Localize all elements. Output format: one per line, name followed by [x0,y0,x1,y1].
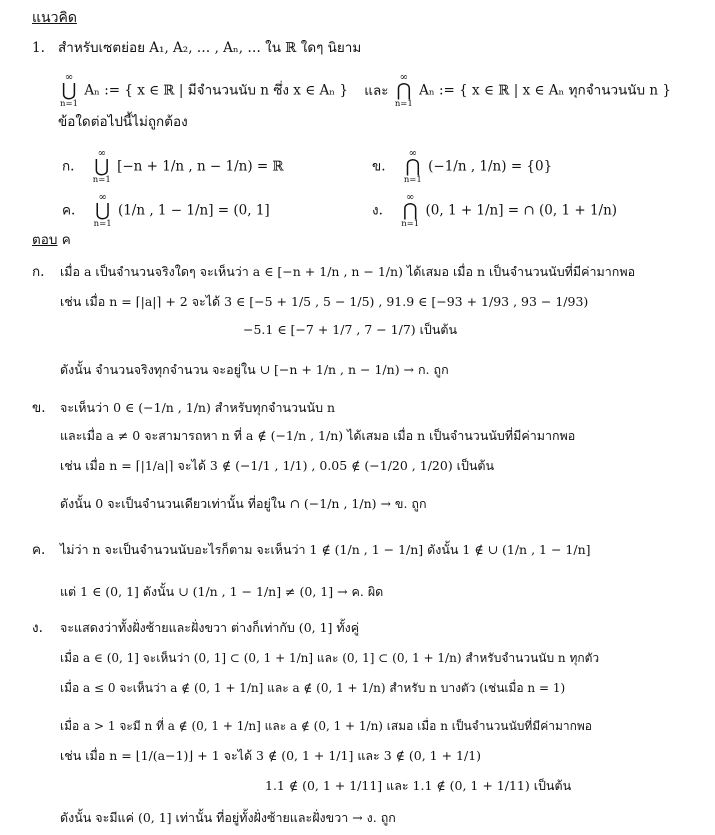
choice-d [372,192,617,230]
solution-c-label: ค. [32,542,46,558]
union-symbol: ∞ ⋃ n=1 [60,72,79,109]
solution-d-line-2: เมื่อ a ∈ (0, 1] จะเห็นว่า (0, 1] ⊂ (0, 1 + 1/n] และ (0, 1] ⊂ (0, 1 + 1/n) สำหรับจำนวนนับ n ทุกตัว [60,651,600,665]
question-prompt: ข้อใดต่อไปนี้ไม่ถูกต้อง [58,114,188,130]
solution-d-line-3: เมื่อ a ≤ 0 จะเห็นว่า a ∉ (0, 1 + 1/n] และ a ∉ (0, 1 + 1/n) สำหรับ n บางตัว (เช่นเมื่อ n = 1) [60,681,566,695]
intersection-symbol: ∞ ⋂ n=1 [401,192,420,229]
choice-b-label: ข. [372,158,386,175]
solution-a-line-4: ดังนั้น จำนวนจริงทุกจำนวน จะอยู่ใน ∪ [−n + 1/n , n − 1/n) → ก. ถูก [60,362,449,377]
solution-b-line-4: ดังนั้น 0 จะเป็นจำนวนเดียวเท่านั้น ที่อยู่ใน ∩ (−1/n , 1/n) → ข. ถูก [60,496,427,511]
choice-d-label: ง. [372,202,383,219]
intersection-symbol: ∞ ⋂ n=1 [403,148,422,185]
and-word: และ [364,82,389,99]
choice-a-label: ก. [62,158,75,175]
solution-a-label: ก. [32,264,45,280]
solution-d-line-7: ดังนั้น จะมีแค่ (0, 1] เท่านั้น ที่อยู่ทั้งฝั่งซ้ายและฝั่งขวา → ง. ถูก [60,810,396,825]
choice-c [62,192,270,230]
solution-d-line-1: จะแสดงว่าทั้งฝั่งซ้ายและฝั่งขวา ต่างก็เท่ากับ (0, 1] ทั้งคู่ [60,620,360,635]
choice-b [372,148,552,186]
solution-b-label: ข. [32,400,46,416]
union-definition: Aₙ := { x ∈ ℝ | มีจำนวนนับ n ซึ่ง x ∈ Aₙ } [84,82,348,99]
answer-row [32,230,71,250]
choice-c-expression: (1/n , 1 − 1/n] = (0, 1] [117,202,270,219]
solution-b-line-1: จะเห็นว่า 0 ∈ (−1/n , 1/n) สำหรับทุกจำนวนนับ n [60,400,336,415]
union-symbol: ∞ ⋃ n=1 [92,148,111,185]
question-intro: สำหรับเซตย่อย A₁, A₂, … , Aₙ, … ใน ℝ ใดๆ นิยาม [58,40,362,56]
solution-d-line-6: 1.1 ∉ (0, 1 + 1/11] และ 1.1 ∉ (0, 1 + 1/11) เป็นต้น [265,778,572,793]
choice-d-expression: (0, 1 + 1/n] = ∩ (0, 1 + 1/n) [425,202,618,219]
choice-b-expression: (−1/n , 1/n) = {0} [428,158,553,175]
answer-value: ค [61,232,71,248]
choice-a-expression: [−n + 1/n , n − 1/n) = ℝ [117,158,284,175]
intersection-symbol: ∞ ⋂ n=1 [394,72,413,109]
solution-b-line-2: และเมื่อ a ≠ 0 จะสามารถหา n ที่ a ∉ (−1/n , 1/n) ได้เสมอ เมื่อ n เป็นจำนวนนับที่มีค่ามากพอ [60,428,576,443]
union-symbol: ∞ ⋃ n=1 [93,192,112,229]
solution-a-line-2: เช่น เมื่อ n = ⌈|a|⌉ + 2 จะได้ 3 ∈ [−5 + 1/5 , 5 − 1/5) , 91.9 ∈ [−93 + 1/93 , 93 − 1/93) [60,294,589,309]
intersection-definition: Aₙ := { x ∈ ℝ | x ∈ Aₙ ทุกจำนวนนับ n } [419,82,671,99]
solution-a-line-1: เมื่อ a เป็นจำนวนจริงใดๆ จะเห็นว่า a ∈ [−n + 1/n , n − 1/n) ได้เสมอ เมื่อ n เป็นจำนวนนับที่มีค่ามากพอ [60,264,636,279]
solution-d-line-4: เมื่อ a > 1 จะมี n ที่ a ∉ (0, 1 + 1/n] และ a ∉ (0, 1 + 1/n) เสมอ เมื่อ n เป็นจำนวนนับที่มีค่ามากพอ [60,719,593,733]
solution-b-line-3: เช่น เมื่อ n = ⌈|1/a|⌉ จะได้ 3 ∉ (−1/1 , 1/1) , 0.05 ∉ (−1/20 , 1/20) เป็นต้น [60,458,495,473]
answer-label: ตอบ [32,232,58,248]
solution-d-line-5: เช่น เมื่อ n = ⌊1/(a−1)⌋ + 1 จะได้ 3 ∉ (0, 1 + 1/1] และ 3 ∉ (0, 1 + 1/1) [60,748,482,763]
solution-c-line-2: แต่ 1 ∈ (0, 1] ดังนั้น ∪ (1/n , 1 − 1/n] ≠ (0, 1] → ค. ผิด [60,584,384,599]
solution-c-line-1: ไม่ว่า n จะเป็นจำนวนนับอะไรก็ตาม จะเห็นว่า 1 ∉ (1/n , 1 − 1/n] ดังนั้น 1 ∉ ∪ (1/n , 1 − 1/n] [60,542,591,557]
choice-a [62,148,284,186]
definition-row [58,72,671,110]
choice-c-label: ค. [62,202,76,219]
question-number: 1. [32,40,45,56]
solution-d-label: ง. [32,620,43,636]
section-heading: แนวคิด [32,10,77,26]
solution-a-line-3: −5.1 ∈ [−7 + 1/7 , 7 − 1/7) เป็นต้น [243,322,458,337]
